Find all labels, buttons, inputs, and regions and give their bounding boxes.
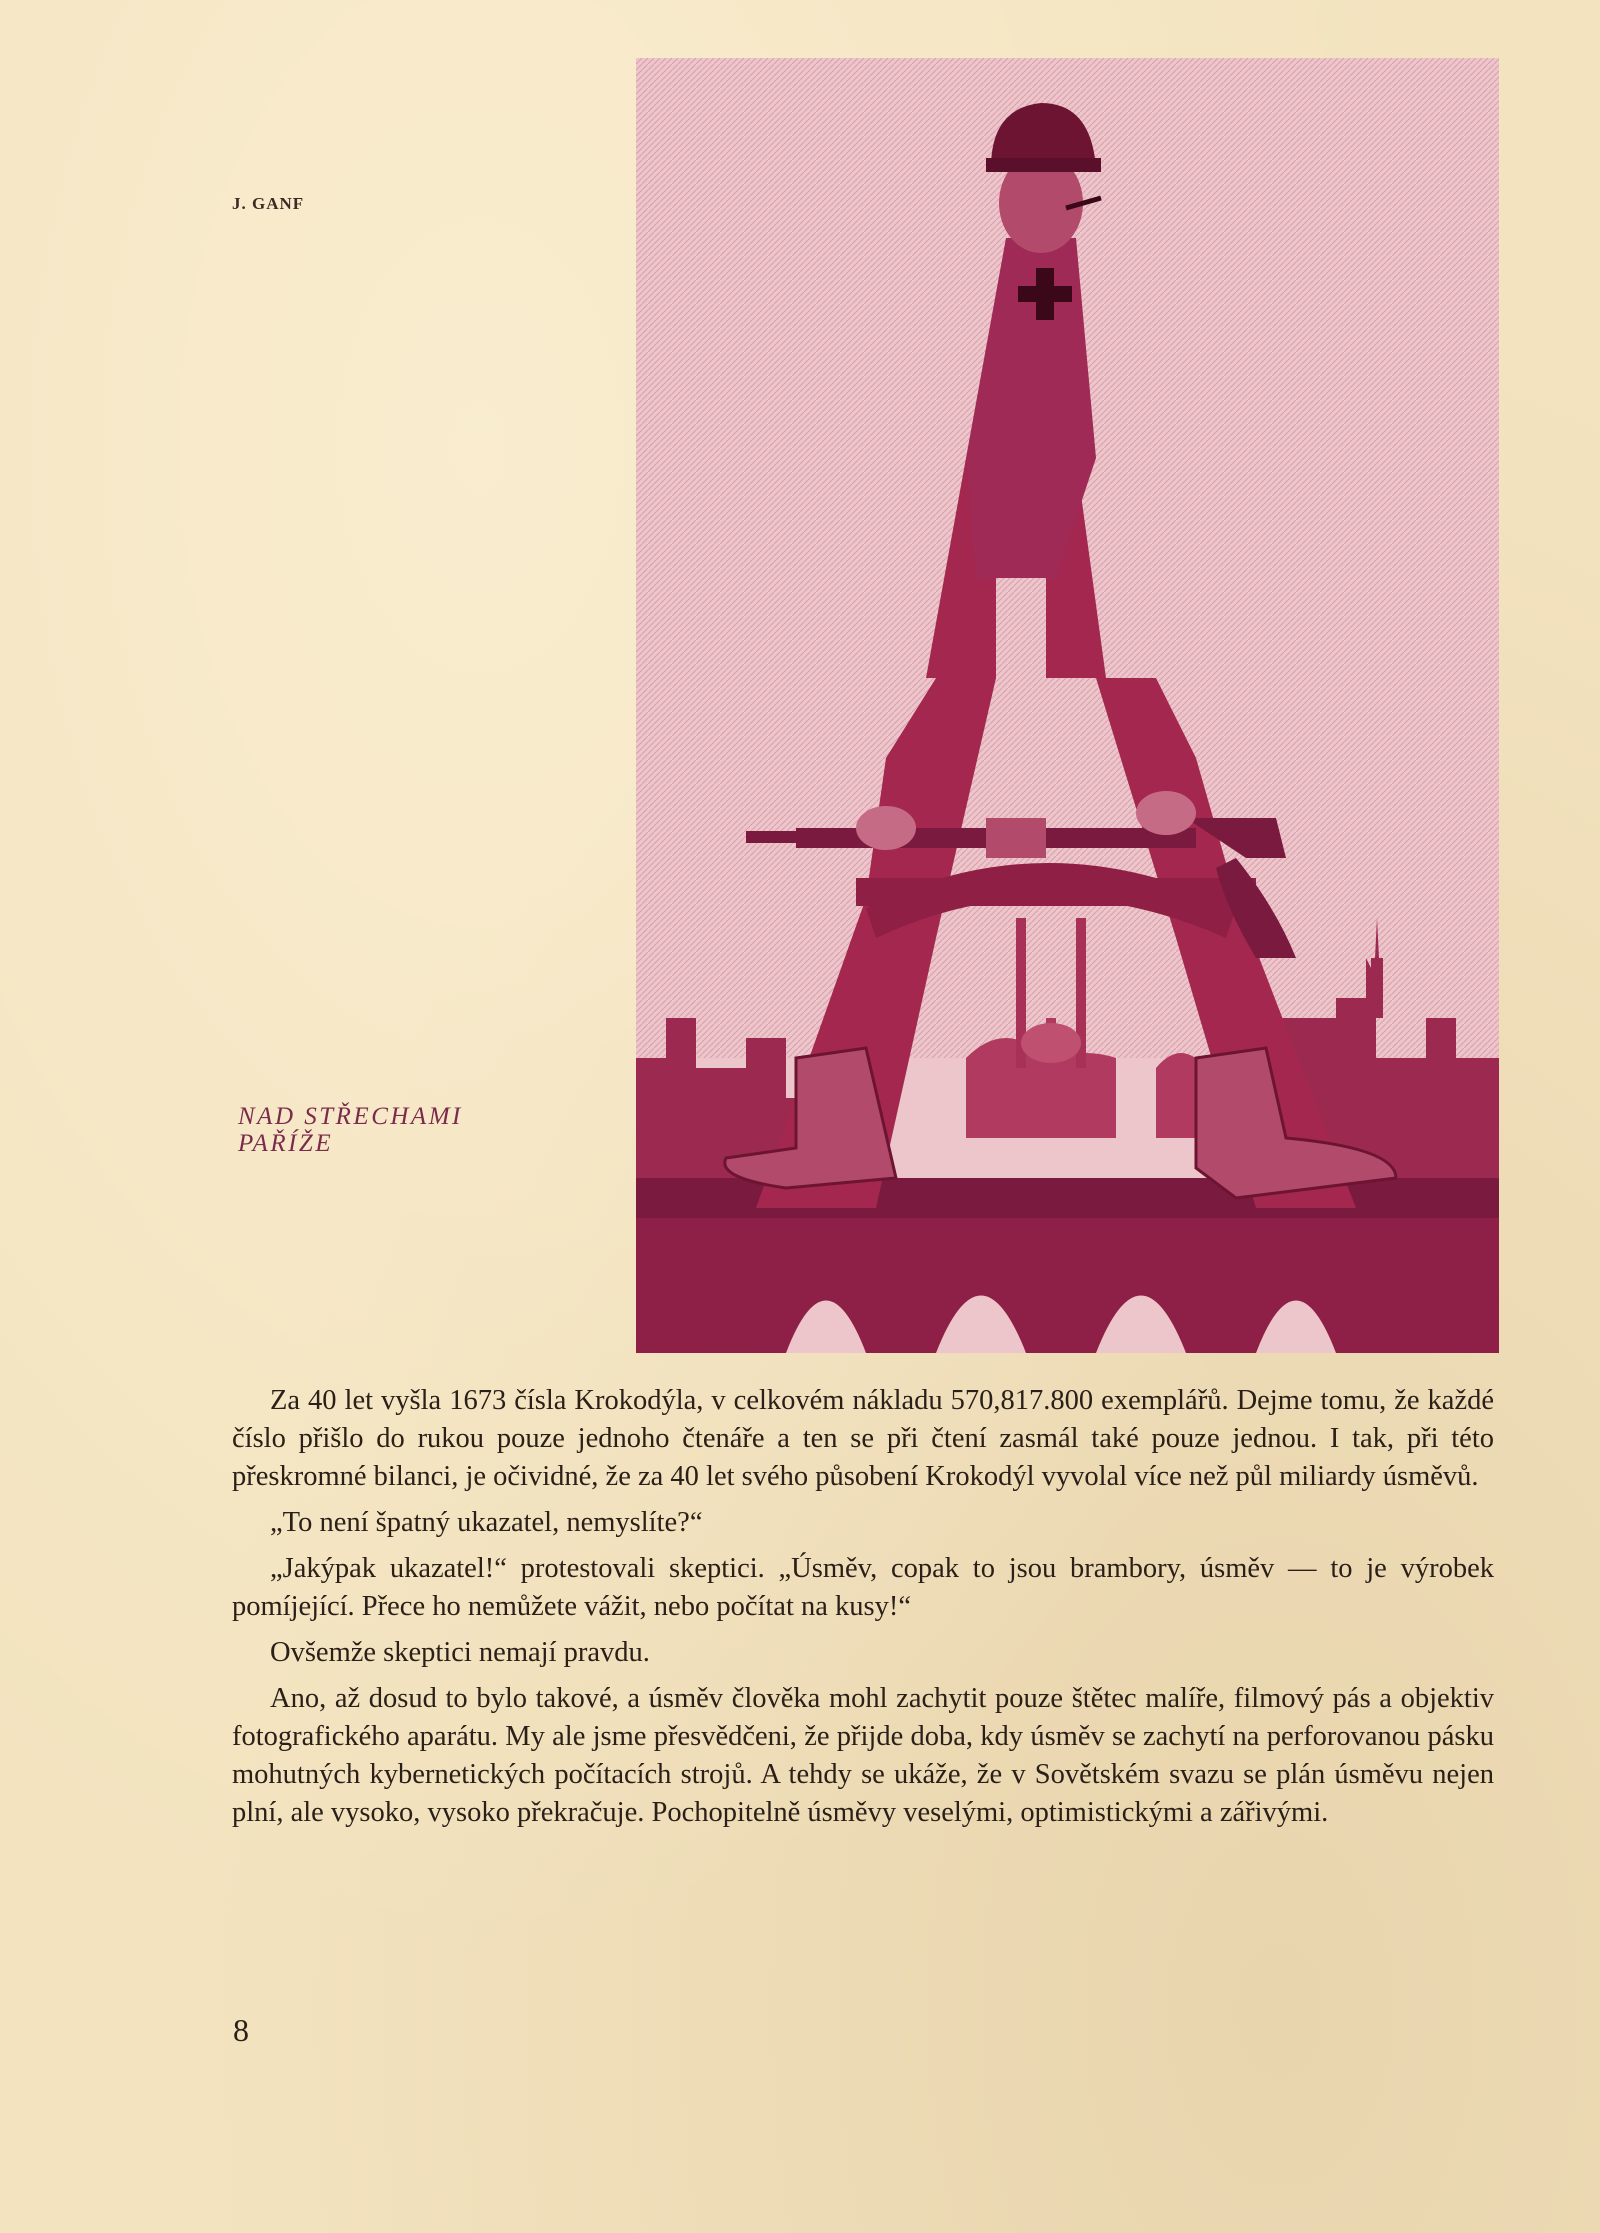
artist-credit: J. GANF [232, 194, 305, 213]
paragraph: „Jakýpak ukazatel!“ protestovali skeptici. „Úsměv, copak to jsou brambory, úsměv — to je výrobek pomíjející. Přece ho nemůžete vážit, nebo počítat na kusy!“ [232, 1553, 1494, 1622]
paragraph: Za 40 let vyšla 1673 čísla Krokodýla, v celkovém nákladu 570,817.800 exemplářů. Dejme tomu, že každé číslo přišlo do rukou pouze jednoho čtenáře a ten se při čtení zasmál také pouze jednou. I tak, při této přeskromné bilanci, je očividné, že za 40 let svého působení Krokodýl vyvolal více než půl miliardy úsměvů. [232, 1385, 1494, 1492]
page-number: 8 [233, 2012, 249, 2048]
paragraph: „To není špatný ukazatel, nemyslíte?“ [270, 1507, 703, 1538]
article-text [232, 1382, 1494, 1840]
caption-line-2: PAŘÍŽE [238, 1130, 334, 1157]
paragraph: Ovšemže skeptici nemají pravdu. [270, 1637, 650, 1668]
paragraph: Ano, až dosud to bylo takové, a úsměv člověka mohl zachytit pouze štětec malíře, filmový pás a objektiv fotografického aparátu. My ale jsme přesvědčeni, že přijde doba, kdy úsměv se zachytí na perforovanou pásku mohutných kybernetických počítacích strojů. A tehdy se ukáže, že v Sovětském svazu se plán úsměvu nejen plní, ale vysoko, vysoko překračuje. Pochopitelně úsměvy veselými, optimistickými a zářivými. [232, 1683, 1494, 1828]
illustration-caption [238, 1103, 463, 1157]
caption-line-1: NAD STŘECHAMI [238, 1103, 463, 1130]
eiffel-tower-soldier-caricature-icon [636, 58, 1499, 1353]
